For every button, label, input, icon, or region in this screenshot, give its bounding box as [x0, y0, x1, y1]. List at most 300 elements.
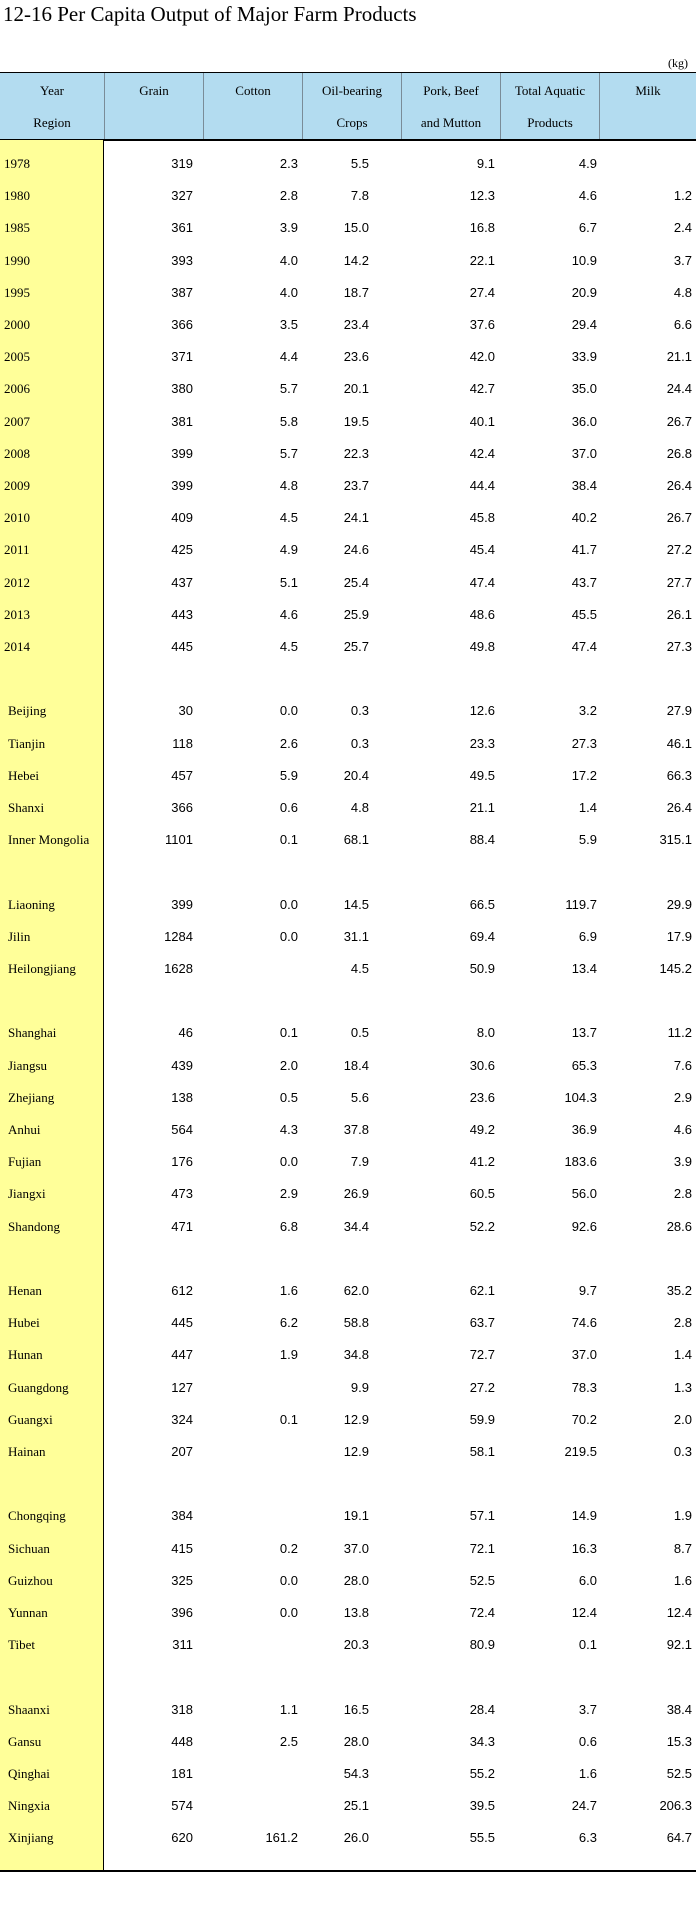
table-cell: 78.3 [571, 1380, 597, 1395]
table-cell: 66.3 [666, 768, 692, 783]
table-cell: 74.6 [571, 1315, 597, 1330]
table-cell: 25.7 [343, 639, 369, 654]
table-row [0, 1796, 698, 1816]
table-cell: 324 [171, 1412, 193, 1427]
table-cell: 37.6 [469, 317, 495, 332]
table-cell: 5.7 [279, 446, 298, 461]
table-cell: 2.8 [279, 188, 298, 203]
table-cell: 2.0 [279, 1058, 298, 1073]
table-cell: 52.2 [469, 1219, 495, 1234]
table-cell: 1.4 [673, 1347, 692, 1362]
table-cell: 366 [171, 800, 193, 815]
table-cell: 39.5 [469, 1798, 495, 1813]
table-cell: 38.4 [571, 478, 597, 493]
table-cell: 4.3 [279, 1122, 298, 1137]
table-cell: 1628 [164, 961, 193, 976]
table-cell: 16.5 [343, 1702, 369, 1717]
table-cell: 43.7 [571, 575, 597, 590]
table-cell: 0.3 [350, 703, 369, 718]
table-cell: 29.4 [571, 317, 597, 332]
table-cell: 47.4 [571, 639, 597, 654]
table-cell: 54.3 [343, 1766, 369, 1781]
table-cell: 10.9 [571, 253, 597, 268]
table-cell: 18.4 [343, 1058, 369, 1073]
table-cell: 14.5 [343, 897, 369, 912]
table-header [0, 72, 696, 141]
table-cell: 4.6 [578, 188, 597, 203]
table-cell: 57.1 [469, 1508, 495, 1523]
table-cell: 0.6 [279, 800, 298, 815]
table-cell: 219.5 [564, 1444, 597, 1459]
table-cell: 72.1 [469, 1541, 495, 1556]
table-cell: 0.0 [279, 1605, 298, 1620]
table-row [0, 1828, 698, 1848]
table-cell: 7.6 [673, 1058, 692, 1073]
table-cell: 319 [171, 156, 193, 171]
table-cell: 24.6 [343, 542, 369, 557]
table-cell: 26.1 [666, 607, 692, 622]
table-cell: 4.6 [673, 1122, 692, 1137]
table-cell: 28.4 [469, 1702, 495, 1717]
header-year-region: Year Region [33, 83, 71, 130]
table-row [0, 701, 698, 721]
table-cell: 12.9 [343, 1412, 369, 1427]
table-cell: 52.5 [469, 1573, 495, 1588]
row-label: Gansu [8, 1734, 42, 1749]
table-row [0, 734, 698, 754]
table-row [0, 637, 698, 657]
row-label: Heilongjiang [8, 961, 76, 976]
table-cell: 27.4 [469, 285, 495, 300]
table-cell: 2.0 [673, 1412, 692, 1427]
row-label: Zhejiang [8, 1090, 55, 1105]
table-cell: 0.1 [279, 1412, 298, 1427]
table-row [0, 1023, 698, 1043]
table-cell: 0.0 [279, 1154, 298, 1169]
table-cell: 409 [171, 510, 193, 525]
table-cell: 396 [171, 1605, 193, 1620]
table-cell: 34.8 [343, 1347, 369, 1362]
table-row [0, 1571, 698, 1591]
table-row [0, 1184, 698, 1204]
table-cell: 2.6 [279, 736, 298, 751]
row-label: 2000 [4, 317, 30, 332]
row-label: Yunnan [8, 1605, 48, 1620]
table-cell: 13.8 [343, 1605, 369, 1620]
table-row [0, 218, 698, 238]
table-cell: 1.2 [673, 188, 692, 203]
table-cell: 439 [171, 1058, 193, 1073]
table-cell: 49.5 [469, 768, 495, 783]
row-label: 2011 [4, 542, 30, 557]
table-cell: 471 [171, 1219, 193, 1234]
row-label: 1995 [4, 285, 30, 300]
table-cell: 399 [171, 446, 193, 461]
table-cell: 14.9 [571, 1508, 597, 1523]
table-cell: 1.6 [578, 1766, 597, 1781]
table-cell: 138 [171, 1090, 193, 1105]
row-label: 2009 [4, 478, 30, 493]
table-cell: 6.0 [578, 1573, 597, 1588]
row-label: Liaoning [8, 897, 55, 912]
row-label: 2007 [4, 414, 30, 429]
table-row [0, 283, 698, 303]
table-cell: 58.8 [343, 1315, 369, 1330]
table-cell: 11.2 [667, 1025, 692, 1040]
table-cell: 56.0 [571, 1186, 597, 1201]
table-cell: 5.9 [578, 832, 597, 847]
table-cell: 23.3 [469, 736, 495, 751]
table-cell: 0.0 [279, 1573, 298, 1588]
table-cell: 42.7 [469, 381, 495, 396]
table-cell: 5.1 [279, 575, 298, 590]
table-cell: 0.2 [279, 1541, 298, 1556]
table-row [0, 1313, 698, 1333]
row-label: Shandong [8, 1219, 60, 1234]
table-cell: 45.5 [571, 607, 597, 622]
table-cell: 37.0 [343, 1541, 369, 1556]
table-cell: 399 [171, 897, 193, 912]
table-cell: 8.0 [476, 1025, 495, 1040]
table-cell: 34.4 [343, 1219, 369, 1234]
table-cell: 68.1 [343, 832, 369, 847]
table-cell: 445 [171, 1315, 193, 1330]
row-label: Shanghai [8, 1025, 57, 1040]
table-cell: 4.8 [350, 800, 369, 815]
table-cell: 6.9 [578, 929, 597, 944]
table-cell: 176 [171, 1154, 193, 1169]
table-cell: 33.9 [571, 349, 597, 364]
table-row [0, 1700, 698, 1720]
header-oil-bearing-crops: Oil-bearing Crops [322, 83, 382, 130]
table-cell: 41.7 [571, 542, 597, 557]
table-row [0, 1088, 698, 1108]
table-cell: 0.0 [279, 929, 298, 944]
table-row [0, 605, 698, 625]
table-cell: 380 [171, 381, 193, 396]
table-cell: 12.6 [469, 703, 495, 718]
table-cell: 69.4 [469, 929, 495, 944]
table-cell: 620 [171, 1830, 193, 1845]
table-cell: 49.8 [469, 639, 495, 654]
table-cell: 181 [171, 1766, 193, 1781]
table-cell: 13.4 [571, 961, 597, 976]
table-cell: 63.7 [469, 1315, 495, 1330]
table-row [0, 895, 698, 915]
table-cell: 34.3 [469, 1734, 495, 1749]
row-label: Sichuan [8, 1541, 50, 1556]
table-cell: 62.0 [343, 1283, 369, 1298]
table-row [0, 412, 698, 432]
table-cell: 327 [171, 188, 193, 203]
table-cell: 2.8 [673, 1315, 692, 1330]
row-label: Shanxi [8, 800, 45, 815]
header-pork-beef-mutton: Pork, Beef and Mutton [420, 83, 482, 130]
table-cell: 23.4 [343, 317, 369, 332]
table-cell: 26.7 [666, 414, 692, 429]
table-cell: 4.5 [279, 639, 298, 654]
table-cell: 0.1 [279, 832, 298, 847]
table-row [0, 798, 698, 818]
table-cell: 72.4 [469, 1605, 495, 1620]
table-cell: 5.8 [279, 414, 298, 429]
table-cell: 38.4 [666, 1702, 692, 1717]
table-cell: 44.4 [469, 478, 495, 493]
table-cell: 2.8 [673, 1186, 692, 1201]
table-cell: 30 [178, 703, 193, 718]
table-cell: 35.0 [571, 381, 597, 396]
table-cell: 26.8 [666, 446, 692, 461]
table-cell: 35.2 [666, 1283, 692, 1298]
table-cell: 13.7 [571, 1025, 597, 1040]
table-cell: 37.0 [571, 446, 597, 461]
table-cell: 5.5 [350, 156, 369, 171]
table-row [0, 1764, 698, 1784]
table-cell: 64.7 [666, 1830, 692, 1845]
table-cell: 2.4 [673, 220, 692, 235]
table-cell: 437 [171, 575, 193, 590]
table-cell: 41.2 [469, 1154, 495, 1169]
table-cell: 7.8 [350, 188, 369, 203]
table-cell: 19.5 [343, 414, 369, 429]
table-row [0, 154, 698, 174]
table-cell: 27.2 [666, 542, 692, 557]
table-cell: 9.7 [578, 1283, 597, 1298]
table-cell: 145.2 [659, 961, 692, 976]
table-cell: 206.3 [659, 1798, 692, 1813]
table-cell: 118 [172, 736, 193, 751]
table-cell: 28.6 [666, 1219, 692, 1234]
row-label: 1980 [4, 188, 30, 203]
table-cell: 8.7 [673, 1541, 692, 1556]
table-row [0, 1410, 698, 1430]
table-cell: 1284 [164, 929, 193, 944]
table-cell: 62.1 [469, 1283, 495, 1298]
table-cell: 72.7 [469, 1347, 495, 1362]
table-cell: 564 [171, 1122, 193, 1137]
table-cell: 46 [178, 1025, 193, 1040]
table-cell: 325 [171, 1573, 193, 1588]
table-row [0, 1442, 698, 1462]
table-cell: 4.9 [279, 542, 298, 557]
table-cell: 23.7 [343, 478, 369, 493]
table-cell: 60.5 [469, 1186, 495, 1201]
table-cell: 0.1 [578, 1637, 597, 1652]
row-label: 2005 [4, 349, 30, 364]
table-cell: 25.9 [343, 607, 369, 622]
table-cell: 15.0 [343, 220, 369, 235]
table-cell: 387 [171, 285, 193, 300]
table-cell: 127 [171, 1380, 193, 1395]
table-cell: 318 [171, 1702, 193, 1717]
table-row [0, 1120, 698, 1140]
table-cell: 30.6 [469, 1058, 495, 1073]
table-cell: 2.9 [673, 1090, 692, 1105]
table-cell: 4.6 [279, 607, 298, 622]
table-cell: 37.0 [571, 1347, 597, 1362]
table-cell: 3.9 [279, 220, 298, 235]
table-row [0, 186, 698, 206]
table-cell: 50.9 [469, 961, 495, 976]
table-cell: 22.3 [343, 446, 369, 461]
table-cell: 17.9 [666, 929, 692, 944]
table-cell: 1.6 [279, 1283, 298, 1298]
table-cell: 46.1 [666, 736, 692, 751]
table-cell: 37.8 [343, 1122, 369, 1137]
table-cell: 6.8 [279, 1219, 298, 1234]
table-row [0, 508, 698, 528]
table-cell: 25.1 [343, 1798, 369, 1813]
table-cell: 2.3 [279, 156, 298, 171]
table-cell: 119.7 [565, 897, 597, 912]
table-cell: 80.9 [469, 1637, 495, 1652]
table-cell: 28.0 [343, 1573, 369, 1588]
table-cell: 12.4 [571, 1605, 597, 1620]
row-label: 2014 [4, 639, 30, 654]
table-cell: 3.7 [578, 1702, 597, 1717]
table-cell: 29.9 [666, 897, 692, 912]
table-cell: 20.9 [571, 285, 597, 300]
table-cell: 3.5 [279, 317, 298, 332]
table-cell: 25.4 [343, 575, 369, 590]
table-row [0, 1345, 698, 1365]
row-label: Anhui [8, 1122, 41, 1137]
table-cell: 42.0 [469, 349, 495, 364]
table-cell: 21.1 [469, 800, 495, 815]
row-label: Shaanxi [8, 1702, 50, 1717]
row-label: Hebei [8, 768, 40, 783]
table-cell: 443 [171, 607, 193, 622]
row-label: Jiangxi [8, 1186, 46, 1201]
row-label: 2012 [4, 575, 30, 590]
table-cell: 22.1 [469, 253, 495, 268]
table-cell: 27.3 [571, 736, 597, 751]
table-cell: 23.6 [469, 1090, 495, 1105]
row-label: Chongqing [8, 1508, 66, 1523]
row-label: Jiangsu [8, 1058, 47, 1073]
table-cell: 16.8 [469, 220, 495, 235]
table-cell: 473 [171, 1186, 193, 1201]
row-label: Tianjin [8, 736, 46, 751]
table-cell: 40.2 [571, 510, 597, 525]
table-cell: 36.0 [571, 414, 597, 429]
table-cell: 28.0 [343, 1734, 369, 1749]
table-cell: 4.8 [673, 285, 692, 300]
table-row [0, 959, 698, 979]
table-cell: 447 [171, 1347, 193, 1362]
table-cell: 3.7 [673, 253, 692, 268]
header-total-aquatic-products: Total Aquatic Products [514, 83, 586, 130]
row-label: Hainan [8, 1444, 46, 1459]
table-cell: 448 [171, 1734, 193, 1749]
table-cell: 20.1 [343, 381, 369, 396]
table-row [0, 1635, 698, 1655]
table-cell: 1.4 [578, 800, 597, 815]
table-cell: 0.3 [350, 736, 369, 751]
table-cell: 21.1 [666, 349, 692, 364]
table-cell: 12.9 [343, 1444, 369, 1459]
table-cell: 20.3 [343, 1637, 369, 1652]
table-row [0, 830, 698, 850]
table-row [0, 379, 698, 399]
table-cell: 59.9 [469, 1412, 495, 1427]
table-cell: 20.4 [343, 768, 369, 783]
table-cell: 0.1 [279, 1025, 298, 1040]
table-cell: 457 [171, 768, 193, 783]
table-row [0, 1732, 698, 1752]
table-cell: 6.7 [578, 220, 597, 235]
table-cell: 183.6 [564, 1154, 597, 1169]
table-cell: 5.9 [279, 768, 298, 783]
table-bottom-rule [0, 1870, 696, 1872]
table-cell: 104.3 [564, 1090, 597, 1105]
table-cell: 26.0 [343, 1830, 369, 1845]
row-label: Tibet [8, 1637, 35, 1652]
table-cell: 6.2 [279, 1315, 298, 1330]
table-cell: 45.8 [469, 510, 495, 525]
table-cell: 55.2 [469, 1766, 495, 1781]
table-cell: 2.9 [279, 1186, 298, 1201]
table-cell: 27.2 [469, 1380, 495, 1395]
table-cell: 0.0 [279, 897, 298, 912]
table-cell: 26.4 [666, 478, 692, 493]
table-cell: 4.5 [279, 510, 298, 525]
table-row [0, 347, 698, 367]
row-label: 1990 [4, 253, 30, 268]
table-row [0, 927, 698, 947]
table-cell: 47.4 [469, 575, 495, 590]
table-cell: 161.2 [265, 1830, 298, 1845]
table-cell: 18.7 [343, 285, 369, 300]
header-cotton: Cotton [235, 83, 271, 98]
table-cell: 17.2 [571, 768, 597, 783]
table-cell: 19.1 [343, 1508, 369, 1523]
table-cell: 65.3 [571, 1058, 597, 1073]
table-row [0, 1056, 698, 1076]
table-row [0, 573, 698, 593]
table-cell: 24.7 [571, 1798, 597, 1813]
table-cell: 4.5 [350, 961, 369, 976]
table-row [0, 251, 698, 271]
table-cell: 1.9 [673, 1508, 692, 1523]
table-cell: 425 [171, 542, 193, 557]
table-cell: 5.6 [350, 1090, 369, 1105]
table-cell: 0.5 [350, 1025, 369, 1040]
table-cell: 14.2 [343, 253, 369, 268]
table-cell: 393 [171, 253, 193, 268]
table-row [0, 1539, 698, 1559]
row-label: 1978 [4, 156, 30, 171]
table-cell: 24.1 [343, 510, 369, 525]
table-cell: 384 [171, 1508, 193, 1523]
table-cell: 399 [171, 478, 193, 493]
table-cell: 52.5 [666, 1766, 692, 1781]
table-cell: 207 [171, 1444, 193, 1459]
row-label: Hunan [8, 1347, 43, 1362]
table-cell: 48.6 [469, 607, 495, 622]
table-cell: 315.1 [659, 832, 692, 847]
table-cell: 9.1 [476, 156, 495, 171]
table-row [0, 1378, 698, 1398]
table-cell: 1.3 [673, 1380, 692, 1395]
table-cell: 16.3 [571, 1541, 597, 1556]
table-row [0, 444, 698, 464]
table-cell: 45.4 [469, 542, 495, 557]
row-label: Qinghai [8, 1766, 50, 1781]
table-cell: 36.9 [571, 1122, 597, 1137]
row-label: 2006 [4, 381, 30, 396]
header-milk: Milk [635, 83, 661, 98]
